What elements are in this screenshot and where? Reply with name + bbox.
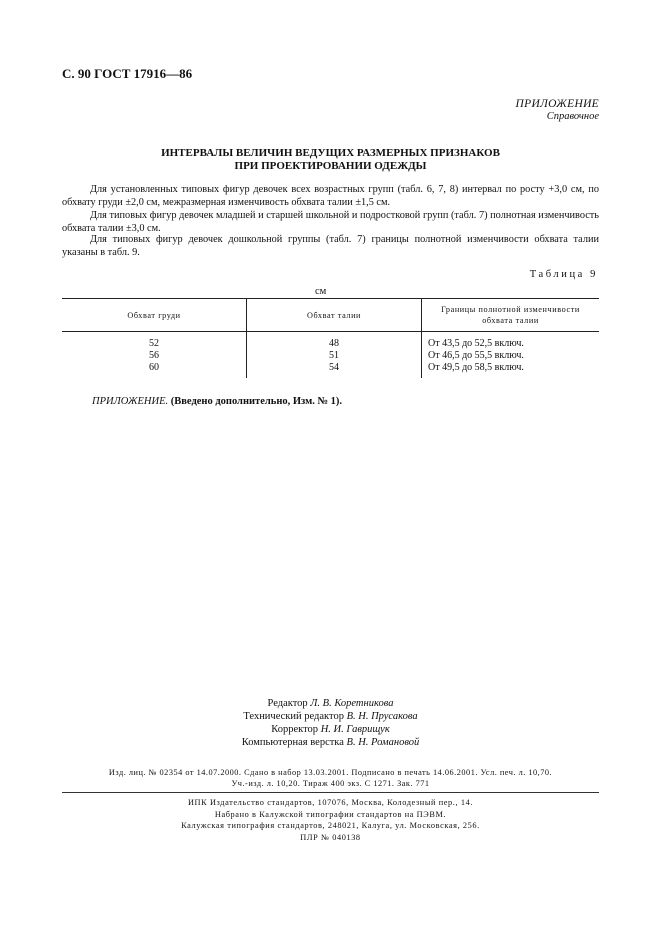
credit-role: Технический редактор [243,711,344,722]
size-intervals-table [62,298,599,378]
paragraph-1 [62,184,599,209]
table-cell: От 43,5 до 52,5 включ. [428,338,524,349]
imprint-block [62,767,599,789]
paragraph-1-text: Для установленных типовых фигур девочек всех возрастных групп (табл. 6, 7, 8) интервал по росту +3,0 см, по обхвату груди ±2,0 см, межразмерная изменчивость обхвата талии ±1,5 см. [62,184,599,208]
credit-layout [0,736,661,749]
waist-values [247,332,422,379]
imprint-line-1: Изд. лиц. № 02354 от 14.07.2000. Сдано в набор 13.03.2001. Подписано в печать 14.06.2001. Усл. печ. л. 10,70. [108,768,553,777]
publisher-line-1: ИПК Издательство стандартов, 107076, Москва, Колодезный пер., 14. [187,798,474,807]
table-caption: Таблица 9 [529,269,598,280]
appendix-type: Справочное [546,111,599,122]
paragraph-3 [62,234,599,259]
credit-name: В. Н. Романовой [346,737,420,748]
section-title-line-1: ИНТЕРВАЛЫ ВЕЛИЧИН ВЕДУЩИХ РАЗМЕРНЫХ ПРИЗНАКОВ [161,147,500,159]
credit-name: Н. И. Гаврищук [320,724,390,735]
table-cell: От 49,5 до 58,5 включ. [428,362,524,373]
bounds-values [422,332,600,379]
credits-block [0,697,661,749]
section-title-line-2: ПРИ ПРОЕКТИРОВАНИИ ОДЕЖДЫ [234,160,427,172]
table-cell: 52 [149,338,159,349]
table-cell: От 46,5 до 55,5 включ. [428,350,524,361]
table-cell: 60 [149,362,159,373]
table-cell: 51 [329,350,339,361]
credit-proofreader [0,723,661,736]
credit-role: Компьютерная верстка [241,737,344,748]
divider [62,792,599,793]
imprint-line-2: Уч.-изд. л. 10,20. Тираж 400 экз. С 1271. Зак. 771 [231,779,430,788]
paragraph-3-text: Для типовых фигур девочек дошкольной группы (табл. 7) границы полнотной изменчивости обхвата талии указаны в табл. 9. [62,234,599,258]
header-waist-girth: Обхват талии [247,299,422,332]
amendment-note-text: (Введено дополнительно, Изм. № 1). [170,396,343,407]
publisher-line-4: ПЛР № 040138 [300,832,361,842]
credit-editor [0,697,661,710]
credit-name: Л. В. Коретникова [310,698,394,709]
credit-name: В. Н. Прусакова [346,711,418,722]
table-unit: см [315,286,327,297]
header-chest-girth: Обхват груди [62,299,247,332]
paragraph-2-text: Для типовых фигур девочек младшей и старшей школьной и подростковой групп (табл. 7) полнотная изменчивость обхвата талии ±3,0 см. [62,210,599,234]
credit-role: Корректор [271,724,319,735]
header-waist-fullness-bounds: Границы полнотной изменчивости обхвата талии [422,299,600,332]
credit-role: Редактор [267,698,308,709]
publisher-block [0,797,661,843]
paragraph-2 [62,210,599,235]
amendment-note-label: ПРИЛОЖЕНИЕ. [92,396,169,407]
page-header: С. 90 ГОСТ 17916—86 [62,66,193,81]
credit-tech-editor [0,710,661,723]
table-header-row [62,299,599,332]
amendment-note [92,396,342,407]
section-title [62,147,599,173]
table-cell: 48 [329,338,339,349]
table-row [62,332,599,379]
publisher-line-2: Набрано в Калужской типографии стандартов на ПЭВМ. [214,809,447,819]
table-cell: 56 [149,350,159,361]
chest-values [62,332,247,379]
table-cell: 54 [329,362,339,373]
appendix-label [516,98,599,122]
publisher-line-3: Калужская типография стандартов, 248021, Калуга, ул. Московская, 256. [181,821,480,830]
appendix-title: ПРИЛОЖЕНИЕ [515,98,599,110]
